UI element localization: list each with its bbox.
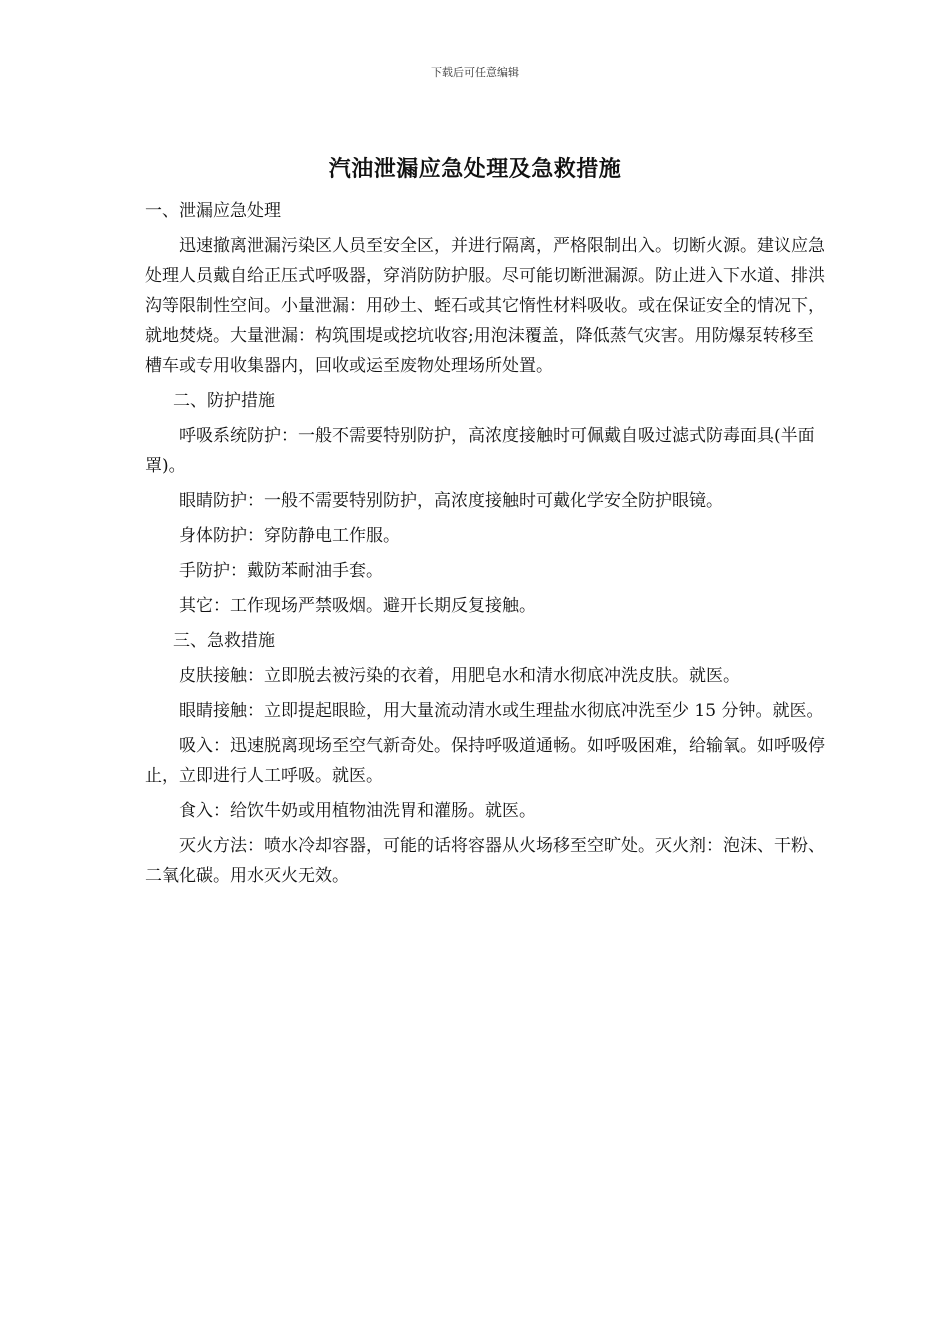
header-note: 下载后可任意编辑 [431, 66, 519, 79]
paragraph-hand-protection: 手防护：戴防苯耐油手套。 [179, 561, 383, 581]
paragraph-inhalation: 吸入：迅速脱离现场至空气新奇处。保持呼吸道通畅。如呼吸困难，给输氧。如呼吸停止，立即进行人工呼吸。就医。 [145, 736, 825, 786]
document-title: 汽油泄漏应急处理及急救措施 [328, 157, 622, 182]
paragraph-eye-contact: 眼睛接触：立即提起眼睑，用大量流动清水或生理盐水彻底冲洗至少 15 分钟。就医。 [179, 701, 824, 721]
document-body [145, 196, 825, 896]
paragraph-body-protection: 身体防护：穿防静电工作服。 [179, 526, 400, 546]
paragraph-leak-response: 迅速撤离泄漏污染区人员至安全区，并进行隔离，严格限制出入。切断火源。建议应急处理人员戴自给正压式呼吸器，穿消防防护服。尽可能切断泄漏源。防止进入下水道、排洪沟等限制性空间。小量泄漏：用砂土、蛭石或其它惰性材料吸收。或在保证安全的情况下，就地焚烧。大量泄漏：构筑围堤或挖坑收容;用泡沫覆盖，降低蒸气灾害。用防爆泵转移至槽车或专用收集器内，回收或运至废物处理场所处置。 [145, 236, 825, 376]
section-heading-leak-response: 一、泄漏应急处理 [145, 201, 281, 221]
section-heading-first-aid: 三、急救措施 [173, 631, 275, 651]
paragraph-ingestion: 食入：给饮牛奶或用植物油洗胃和灌肠。就医。 [179, 801, 536, 821]
paragraph-eye-protection: 眼睛防护：一般不需要特别防护，高浓度接触时可戴化学安全防护眼镜。 [179, 491, 723, 511]
paragraph-other-protection: 其它：工作现场严禁吸烟。避开长期反复接触。 [179, 596, 536, 616]
paragraph-respiratory-protection: 呼吸系统防护：一般不需要特别防护，高浓度接触时可佩戴自吸过滤式防毒面具(半面罩)。 [145, 426, 815, 476]
paragraph-skin-contact: 皮肤接触：立即脱去被污染的衣着，用肥皂水和清水彻底冲洗皮肤。就医。 [179, 666, 740, 686]
paragraph-fire-fighting: 灭火方法：喷水冷却容器，可能的话将容器从火场移至空旷处。灭火剂：泡沫、干粉、二氧化碳。用水灭火无效。 [145, 836, 825, 886]
section-heading-protection: 二、防护措施 [173, 391, 275, 411]
